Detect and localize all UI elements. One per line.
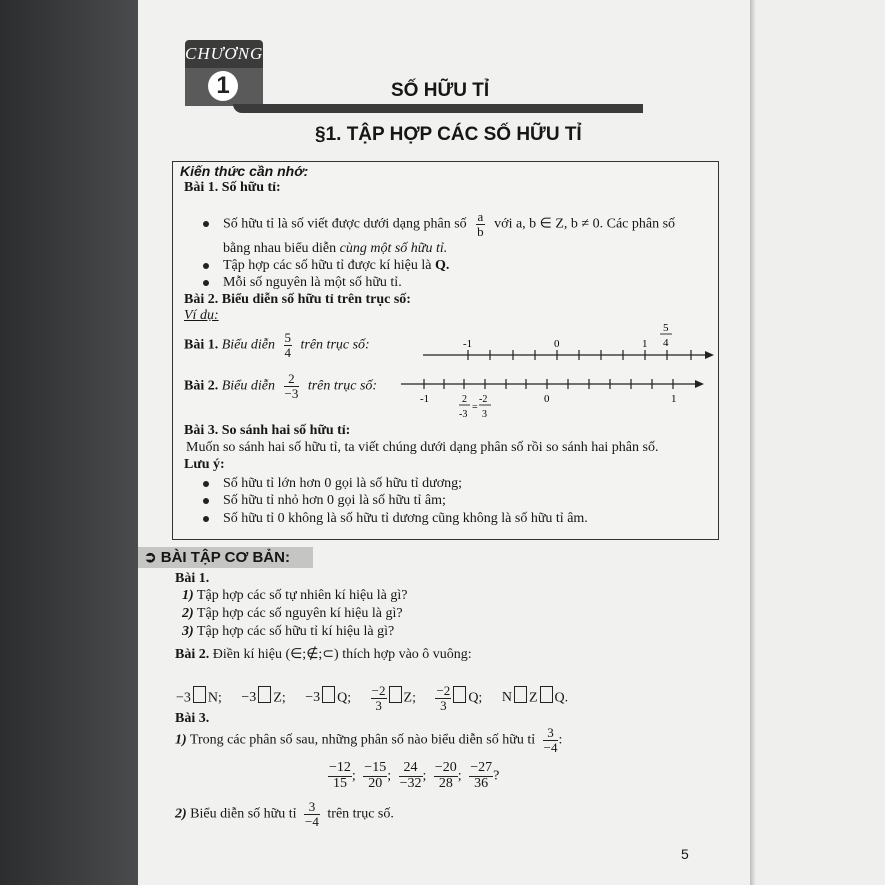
label: Bài 2. [175,647,210,662]
ex3-title: Bài 3. [175,711,210,726]
fraction-minus2-3 [371,684,387,712]
text: thích hợp vào ô vuông: [342,647,472,662]
numerator: −2 [436,683,451,698]
point-numerator: 2 [462,394,467,405]
text: Mỗi số nguyên là một số hữu tỉ. [223,275,402,290]
chapter-title: SỐ HỮU TỈ [391,80,490,101]
term: N; [207,690,222,706]
answer-box[interactable] [514,686,527,703]
text: Biểu diễn [221,337,275,353]
numerator: 2 [284,372,300,387]
number-line-1 [423,322,715,366]
text: với a, b ∈ Z, b ≠ 0. Các phân số [494,216,676,232]
tick-label-minus1: -1 [420,393,430,405]
compare-text: Muốn so sánh hai số hữu tỉ, ta viết chúng dưới dạng phân số rồi so sánh hai phân số. [186,440,659,455]
ex1-title: Bài 1. [175,571,210,586]
note-negative [203,493,446,509]
emphasis: cùng một số hữu tỉ. [339,241,448,256]
answer-box[interactable] [540,686,553,703]
fraction-option [399,761,423,791]
text: trên trục số: [307,378,378,394]
text: trên trục số: [300,337,370,353]
answer-box[interactable] [453,686,466,703]
denominator: 3 [440,697,447,713]
fraction-option [469,761,493,791]
fraction-3-minus4 [304,800,320,828]
numerator: −20 [434,760,457,775]
denominator: 36 [474,775,489,791]
ex3-q2 [175,800,394,828]
separator: ; [387,768,392,784]
ex1-q2 [182,606,403,622]
chapter-rule [233,104,643,113]
numerator: 3 [304,800,320,815]
num: 3) [182,624,194,639]
denominator: 3 [375,697,382,713]
bullet-dot [203,498,209,504]
num: 1) [182,588,194,603]
ex1-q1 [182,588,407,604]
background-edge-left [0,0,138,885]
text: trên trục số. [327,806,394,822]
separator: ; [457,768,462,784]
numerator: −12 [329,760,351,775]
bai1-title: Bài 1. Số hữu tỉ: [184,180,281,195]
fraction-3-minus4 [543,726,559,754]
arrow-icon [695,380,704,388]
term: −3 [241,690,257,706]
text: Tập hợp các số tự nhiên kí hiệu là gì? [196,588,408,603]
ex1-q3 [182,624,394,640]
num: 2) [182,606,194,621]
fraction-list [328,761,499,791]
denominator: −4 [305,813,319,829]
vidu-label: Ví dụ: [184,308,219,323]
label: Bài 2. [184,378,219,394]
chapter-label: CHƯƠNG [185,40,263,68]
denominator: 4 [284,344,291,360]
num: 2) [175,806,187,822]
text: Tập hợp các số hữu tỉ được kí hiệu là [223,258,432,273]
text: BÀI TẬP CƠ BẢN: [160,549,290,566]
denominator: 28 [438,775,453,791]
arrow-circle-icon: ➲ [144,549,157,566]
note-positive [203,476,462,492]
numerator: −27 [470,760,493,775]
note-heading: Lưu ý: [184,457,225,472]
note-zero [203,511,588,527]
term: −3 [176,690,191,706]
fraction-2-minus3 [284,372,300,400]
denominator: −3 [284,385,299,401]
answer-box[interactable] [389,686,402,703]
term: −3 [305,690,321,706]
text: : [558,732,563,748]
point-denominator: 4 [663,337,669,349]
fraction-a-b [476,210,485,238]
denominator: 15 [332,775,347,791]
text: Điền kí hiệu [212,647,282,662]
separator: ; [351,768,356,784]
example-1 [184,331,370,359]
text: bằng nhau biểu diễn [223,241,337,256]
term: Z; [403,690,416,706]
tick-label-0: 0 [554,338,560,350]
q-symbol: Q. [434,258,450,273]
bai3-title: Bài 3. So sánh hai số hữu tỉ: [184,423,351,438]
denominator: −32 [399,775,422,791]
numerator: 24 [399,761,423,777]
bullet-dot [203,516,209,522]
term: N [501,690,512,706]
point-denominator: -3 [459,409,468,420]
answer-box[interactable] [322,686,335,703]
tick-label-1: 1 [671,393,677,405]
term: Z [528,690,538,706]
text: Tập hợp các số nguyên kí hiệu là gì? [196,606,403,621]
text: Số hữu tỉ lớn hơn 0 gọi là số hữu tỉ dương; [223,476,463,491]
denominator: −4 [543,739,558,755]
text: Biểu diễn số hữu tỉ [190,806,297,822]
bullet-integer [203,275,402,291]
fraction-minus2-3 [435,684,451,712]
bullet-dot [203,481,209,487]
point-numerator: 5 [663,322,669,334]
fraction-option [328,761,352,791]
bullet-dot [203,280,209,286]
page-number: 5 [681,846,689,862]
symbols: (∈;∉;⊂) [285,647,339,662]
answer-box[interactable] [258,686,271,703]
answer-box[interactable] [193,686,206,703]
term: Z; [273,690,286,706]
text: Số hữu tỉ là số viết được dưới dạng phân số [223,216,467,232]
tick-label-0: 0 [544,393,550,405]
example-2 [184,372,377,400]
bullet-rational-def [203,210,675,238]
ex3-q1 [175,726,562,754]
numerator: −2 [371,683,386,698]
bullet-q-symbol [203,258,449,274]
term: Q; [337,690,352,706]
exercise-header [144,548,290,566]
tick-label-minus1: -1 [463,338,473,350]
text: Số hữu tỉ 0 không là số hữu tỉ dương cũng không là số hữu tỉ âm. [223,511,588,526]
num: 1) [175,732,187,748]
text: Biểu diễn [221,378,275,394]
point-denominator-2: 3 [482,409,487,420]
denominator: 20 [368,775,383,791]
numerator: 3 [543,726,559,741]
term: Q. [554,690,569,706]
ex2-title [175,646,472,663]
numerator: 5 [284,330,291,345]
equals-sign: = [472,402,478,413]
bai2-title: Bài 2. Biểu diễn số hữu tỉ trên trục số: [184,292,411,307]
text: Trong các phân số sau, những phân số nào biểu diễn số hữu tỉ [189,732,536,748]
bullet-dot [203,221,209,227]
denominator: b [477,223,484,239]
number-line-2 [401,372,709,424]
text: Số hữu tỉ nhỏ hơn 0 gọi là số hữu tỉ âm; [223,493,446,508]
book-page [138,0,750,885]
knowledge-box [172,161,719,540]
text: Tập hợp các số hữu tỉ kí hiệu là gì? [196,624,395,639]
background-edge-right [750,0,885,885]
bullet-dot [203,263,209,269]
point-numerator-2: -2 [479,394,488,405]
numerator: −15 [364,760,387,775]
tick-label-1: 1 [642,338,648,350]
section-title: §1. TẬP HỢP CÁC SỐ HỮU TỈ [315,124,582,145]
ex2-row [176,684,568,712]
label: Bài 1. [184,337,219,353]
numerator: a [477,209,484,224]
fraction-option [434,761,458,791]
arrow-icon [705,351,714,359]
chapter-number: 1 [208,71,238,101]
knowledge-heading: Kiến thức cần nhớ: [180,163,309,179]
separator: ? [493,768,500,784]
fraction-option [363,761,387,791]
fraction-5-4 [284,331,293,359]
separator: ; [422,768,427,784]
bullet-rational-def-line2 [223,241,447,257]
term: Q; [468,690,483,706]
